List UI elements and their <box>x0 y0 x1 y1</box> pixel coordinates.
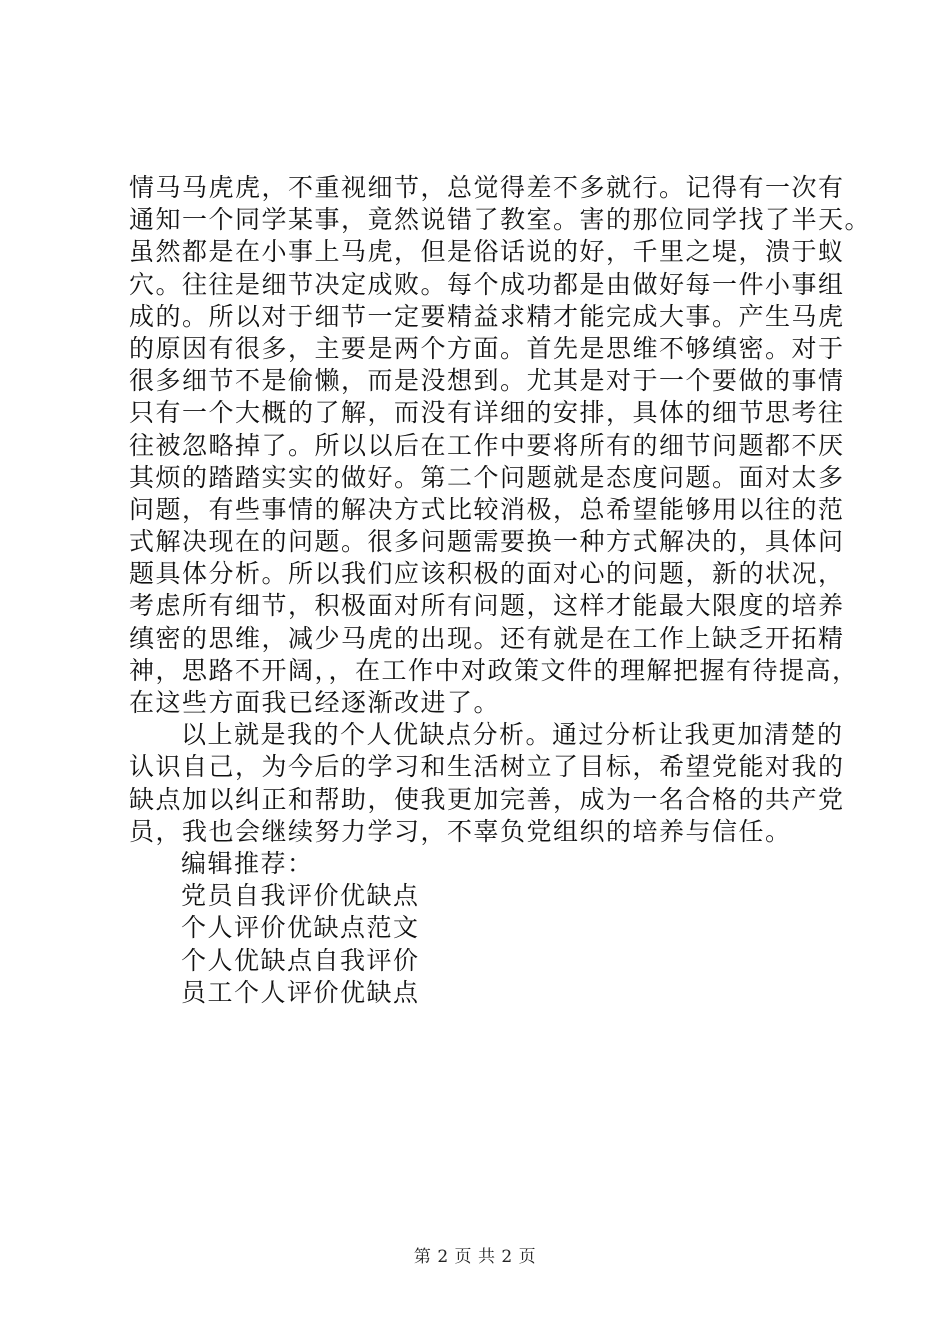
text-line: 考虑所有细节，积极面对所有问题，这样才能最大限度的培养 <box>129 591 845 621</box>
text-line: 很多细节不是偷懒，而是没想到。尤其是对于一个要做的事情 <box>129 366 845 396</box>
text-line: 其烦的踏踏实实的做好。第二个问题就是态度问题。面对太多 <box>129 462 845 492</box>
text-line: 认识自己，为今后的学习和生活树立了目标，希望党能对我的 <box>129 752 845 782</box>
paragraph-start-line: 以上就是我的个人优缺点分析。通过分析让我更加清楚的 <box>181 720 844 750</box>
recommendation-link[interactable]: 个人评价优缺点范文 <box>181 913 420 943</box>
text-line: 情马马虎虎，不重视细节，总觉得差不多就行。记得有一次有 <box>129 173 845 202</box>
text-line: 在这些方面我已经逐渐改进了。 <box>129 688 501 717</box>
text-line: 神，思路不开阔，，在工作中对政策文件的理解把握有待提高， <box>129 655 859 685</box>
text-line: 员，我也会继续努力学习，不辜负党组织的培养与信任。 <box>129 816 792 846</box>
text-line: 问题，有些事情的解决方式比较消极，总希望能够用以往的范 <box>129 494 845 524</box>
text-line: 题具体分析。所以我们应该积极的面对心的问题，新的状况， <box>129 559 845 589</box>
document-body <box>129 172 872 1009</box>
text-line: 成的。所以对于细节一定要精益求精才能完成大事。产生马虎 <box>129 301 845 331</box>
text-line: 通知一个同学某事，竟然说错了教室。害的那位同学找了半天。 <box>129 205 872 235</box>
text-line: 缜密的思维，减少马虎的出现。还有就是在工作上缺乏开拓精 <box>129 623 845 653</box>
page-footer: 第 2 页 共 2 页 <box>413 1247 537 1267</box>
text-line: 的原因有很多，主要是两个方面。首先是思维不够缜密。对于 <box>129 333 845 363</box>
text-line: 穴。往往是细节决定成败。每个成功都是由做好每一件小事组 <box>129 269 845 299</box>
recommendation-heading: 编辑推荐： <box>181 848 314 878</box>
text-line: 往被忽略掉了。所以以后在工作中要将所有的细节问题都不厌 <box>129 430 845 460</box>
text-line: 只有一个大概的了解，而没有详细的安排，具体的细节思考往 <box>129 398 845 428</box>
recommendation-link[interactable]: 员工个人评价优缺点 <box>181 977 420 1007</box>
text-line: 虽然都是在小事上马虎，但是俗话说的好，千里之堤，溃于蚁 <box>129 237 845 267</box>
text-line: 缺点加以纠正和帮助，使我更加完善，成为一名合格的共产党 <box>129 784 845 814</box>
recommendation-link[interactable]: 党员自我评价优缺点 <box>181 881 420 911</box>
text-line: 式解决现在的问题。很多问题需要换一种方式解决的，具体问 <box>129 527 845 557</box>
recommendation-link[interactable]: 个人优缺点自我评价 <box>181 945 420 975</box>
